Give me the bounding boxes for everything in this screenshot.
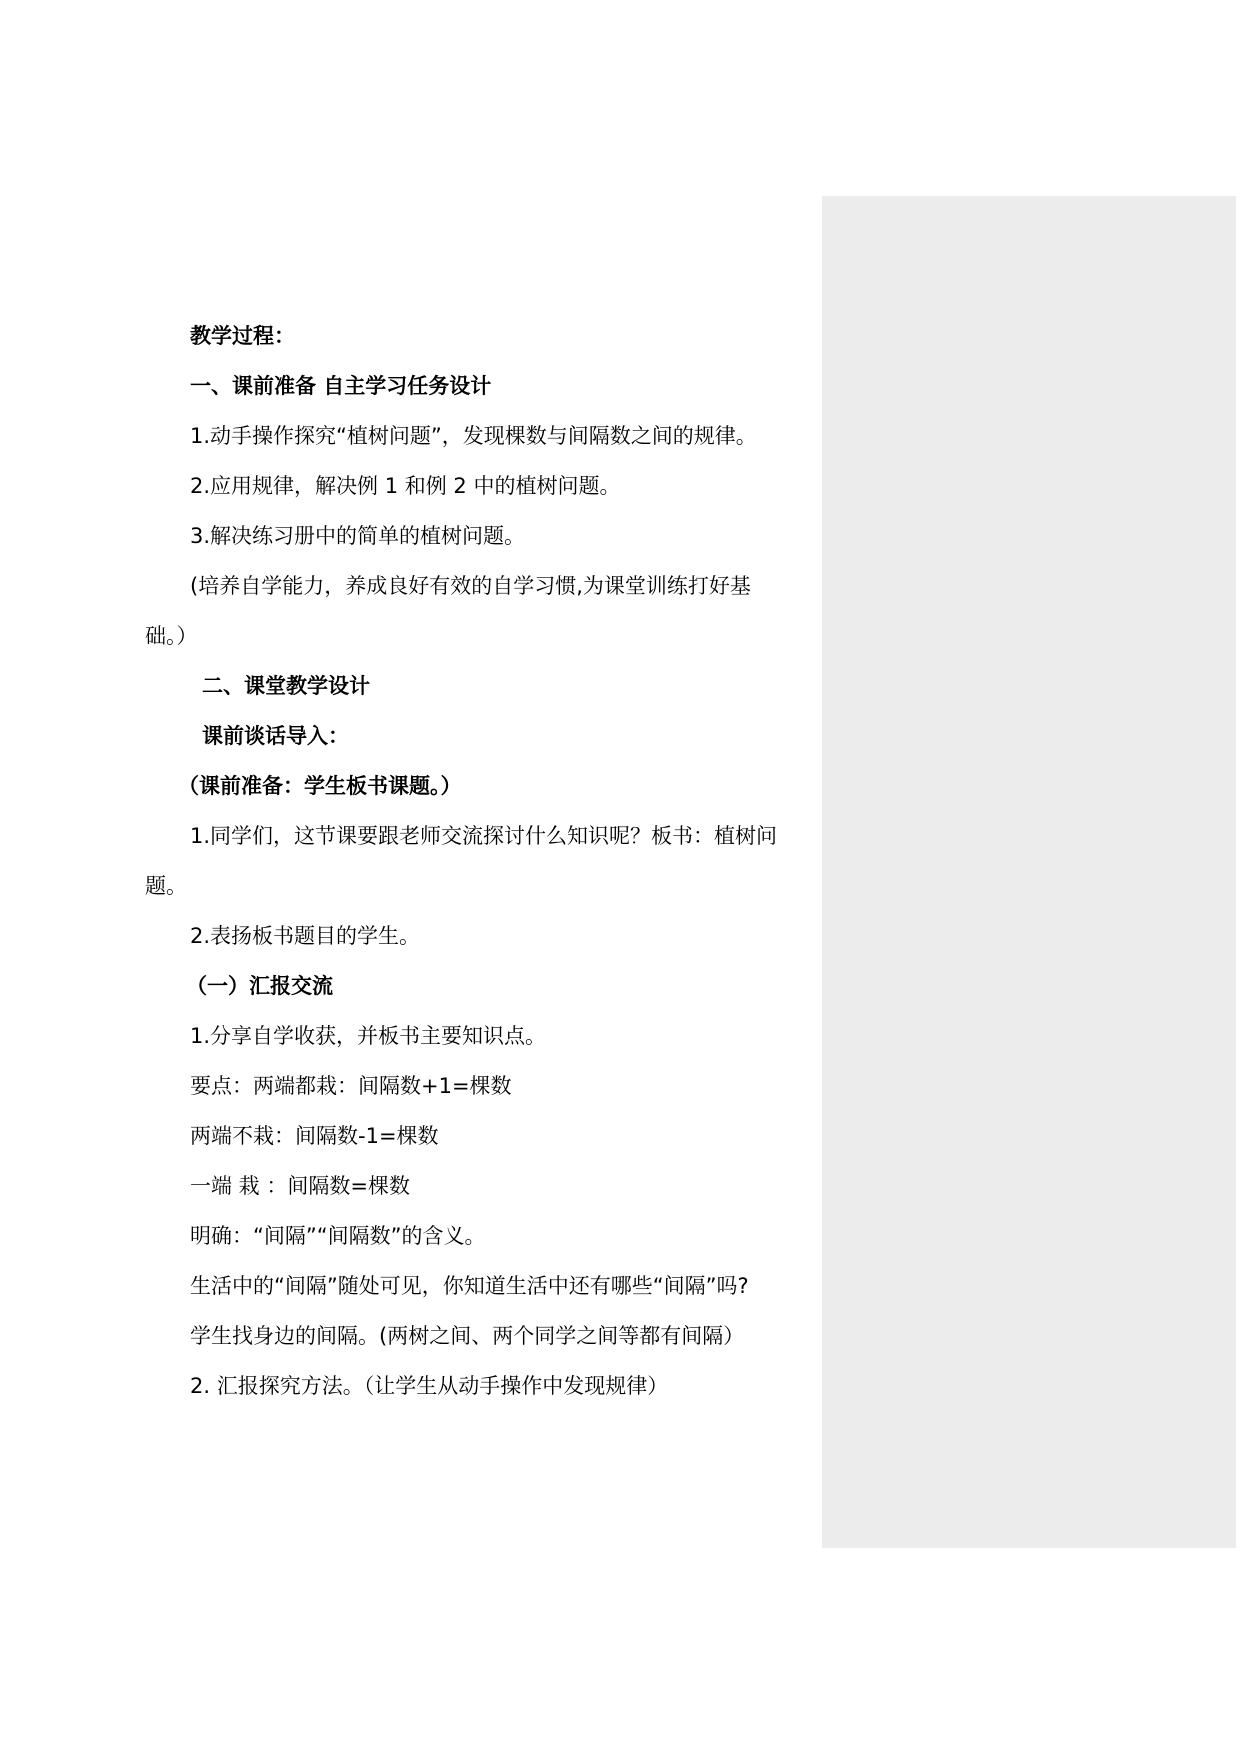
heading-intro-talk: 课前谈话导入： [202,724,349,748]
paragraph-line: 要点：两端都栽：间隔数+1=棵数 [190,1074,512,1098]
paragraph-line: 两端不栽：间隔数-1=棵数 [190,1124,439,1148]
paragraph-line: 学生找身边的间隔。(两树之间、两个同学之间等都有间隔） [190,1324,745,1348]
paragraph-line: 生活中的“间隔”随处可见，你知道生活中还有哪些“间隔”吗? [190,1274,749,1298]
heading-report-exchange: （一）汇报交流 [186,974,333,998]
paragraph-line: 1.分享自学收获，并板书主要知识点。 [190,1024,547,1048]
paragraph-line: 1.同学们，这节课要跟老师交流探讨什么知识呢？板书：植树问 [190,824,778,848]
paragraph-line: 1.动手操作探究“植树问题”，发现棵数与间隔数之间的规律。 [190,424,757,448]
heading-preparation-note: （课前准备：学生板书课题。） [178,774,462,798]
heading-classroom-design: 二、课堂教学设计 [202,674,370,698]
paragraph-line: 一端 栽 ：间隔数=棵数 [190,1174,410,1198]
paragraph-line: (培养自学能力，养成良好有效的自学习惯,为课堂训练打好基 [190,574,751,598]
paragraph-line: 础。） [145,624,198,648]
heading-pre-class-preparation: 一、课前准备 自主学习任务设计 [190,374,492,398]
paragraph-line: 2.应用规律，解决例 1 和例 2 中的植树问题。 [190,474,621,498]
paragraph-line: 2.表扬板书题目的学生。 [190,924,421,948]
comment-margin-pane [822,196,1236,1548]
paragraph-line: 明确：“间隔”“间隔数”的含义。 [190,1224,486,1248]
heading-teaching-process: 教学过程： [190,324,295,348]
paragraph-line: 2. 汇报探究方法。（让学生从动手操作中发现规律） [190,1374,669,1398]
paragraph-line: 题。 [145,874,187,898]
paragraph-line: 3.解决练习册中的简单的植树问题。 [190,524,526,548]
